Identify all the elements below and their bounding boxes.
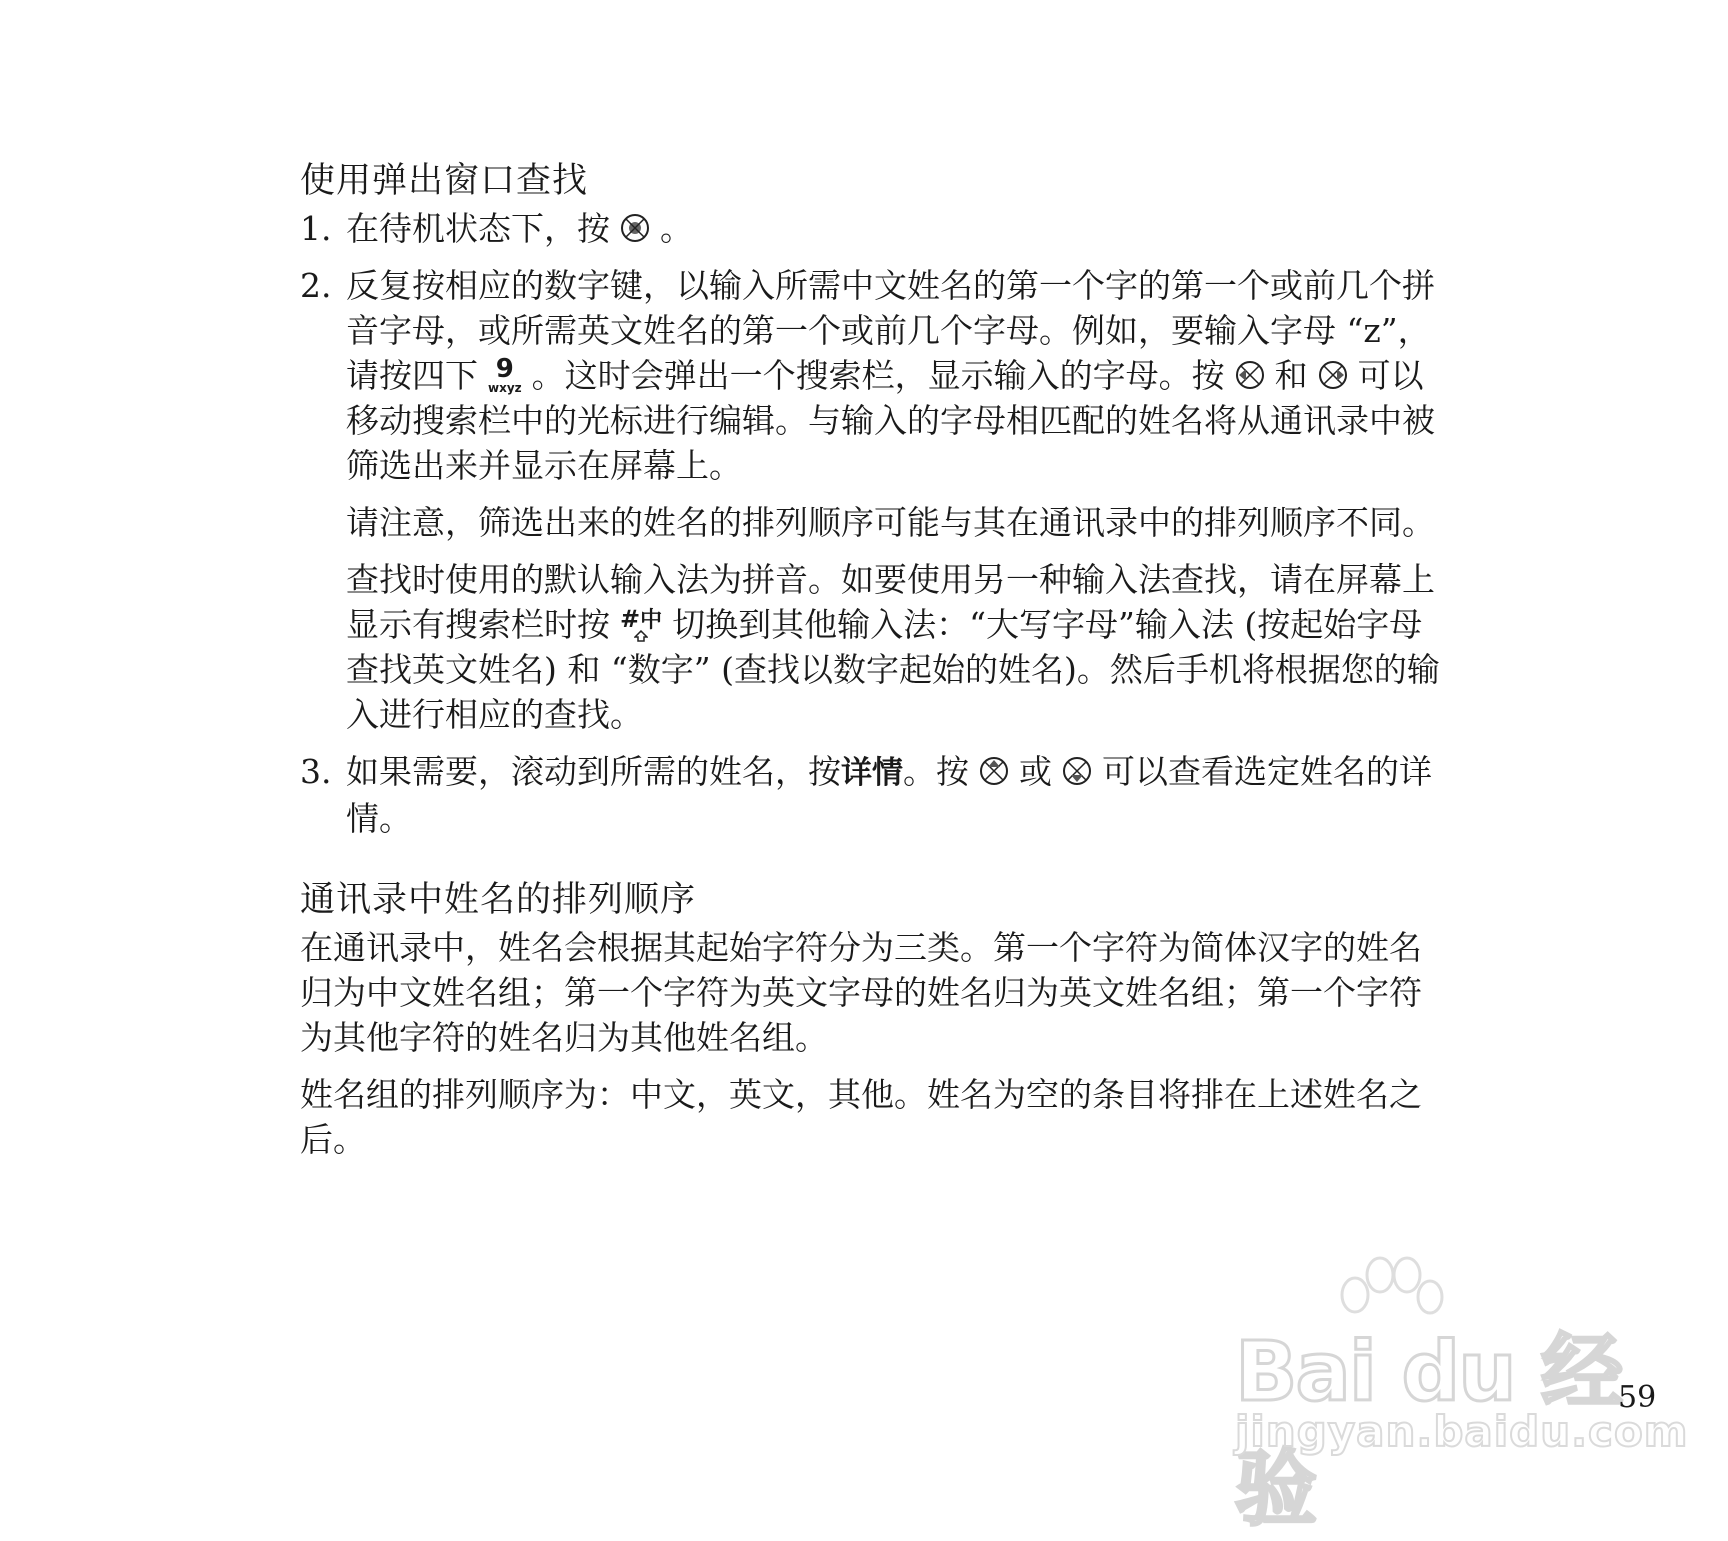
key-digit: 9 <box>495 354 514 384</box>
section-title-sort-order: 通讯录中姓名的排列顺序 <box>300 880 697 920</box>
step-text: 和 <box>1274 356 1308 395</box>
key-symbol: # <box>620 604 641 633</box>
note-sort-order: 请注意，筛选出来的姓名的排列顺序可能与其在通讯录中的排列顺序不同。 <box>346 503 1435 542</box>
watermark-brand: Bai du 经验 <box>1235 1325 1622 1537</box>
step-number: 3. <box>300 752 332 791</box>
note-input-method <box>300 557 1450 737</box>
step-1 <box>300 206 1450 251</box>
step-text: 。这时会弹出一个搜索栏，显示输入的字母。按 <box>531 356 1225 395</box>
step-text: 。按 <box>903 752 969 791</box>
section-title-popup-search: 使用弹出窗口查找 <box>300 161 589 201</box>
key-9-wxyz-icon <box>488 356 522 394</box>
key-hash-input-method-icon <box>620 604 663 642</box>
step-3 <box>300 749 1450 841</box>
page-number: 59 <box>1618 1380 1657 1415</box>
step-text: 反复按相应的数字键，以输入所需中文姓名的第一个字的第一个或前几个拼音字母，或所需英文姓名的第一个或前几个字母。例如，要输入字母 “z”，请按四下 <box>346 266 1435 395</box>
note-text: 查找时使用的默认输入法为拼音。如要使用另一种输入法查找，请在屏幕上显示有搜索栏时按 <box>346 560 1435 644</box>
step-text: 可以移动搜索栏中的光标进行编辑。与输入的字母相匹配的姓名将从通讯录中被筛选出来并显示在屏幕上。 <box>346 356 1435 485</box>
key-letters: wxyz <box>488 381 522 395</box>
step-text: 可以查看选定姓名的详情。 <box>346 752 1432 838</box>
paragraph-name-groups: 在通讯录中，姓名会根据其起始字符分为三类。第一个字符为简体汉字的姓名归为中文姓名组；第一个字符为英文字母的姓名归为英文姓名组；第一个字符为其他字符的姓名归为其他姓名组。 <box>300 928 1422 1057</box>
step-text: 如果需要，滚动到所需的姓名，按 <box>346 752 841 791</box>
step-number: 2. <box>300 266 332 305</box>
nav-key-down-icon <box>1062 756 1092 786</box>
step-text: 或 <box>1019 752 1052 791</box>
nav-key-right-icon <box>1318 360 1348 390</box>
nav-key-left-icon <box>1235 360 1265 390</box>
key-han: 中 <box>640 607 663 633</box>
nav-key-up-icon <box>979 756 1009 786</box>
step-number: 1. <box>300 209 332 248</box>
step-text: 在待机状态下，按 <box>346 209 610 248</box>
step-2 <box>300 263 1450 488</box>
nav-key-center-icon <box>620 213 650 243</box>
page-content <box>300 158 1450 1174</box>
paragraph-group-order: 姓名组的排列顺序为：中文，英文，其他。姓名为空的条目将排在上述姓名之后。 <box>300 1075 1422 1159</box>
step-text-end: 。 <box>660 209 693 248</box>
details-softkey-label: 详情 <box>841 755 903 791</box>
note-text: 切换到其他输入法：“大写字母”输入法 (按起始字母查找英文姓名) 和 “数字” (查找以数字起始的姓名)。然后手机将根据您的输入进行相应的查找。 <box>346 605 1440 734</box>
watermark-url: jingyan.baidu.com <box>1235 1407 1689 1456</box>
